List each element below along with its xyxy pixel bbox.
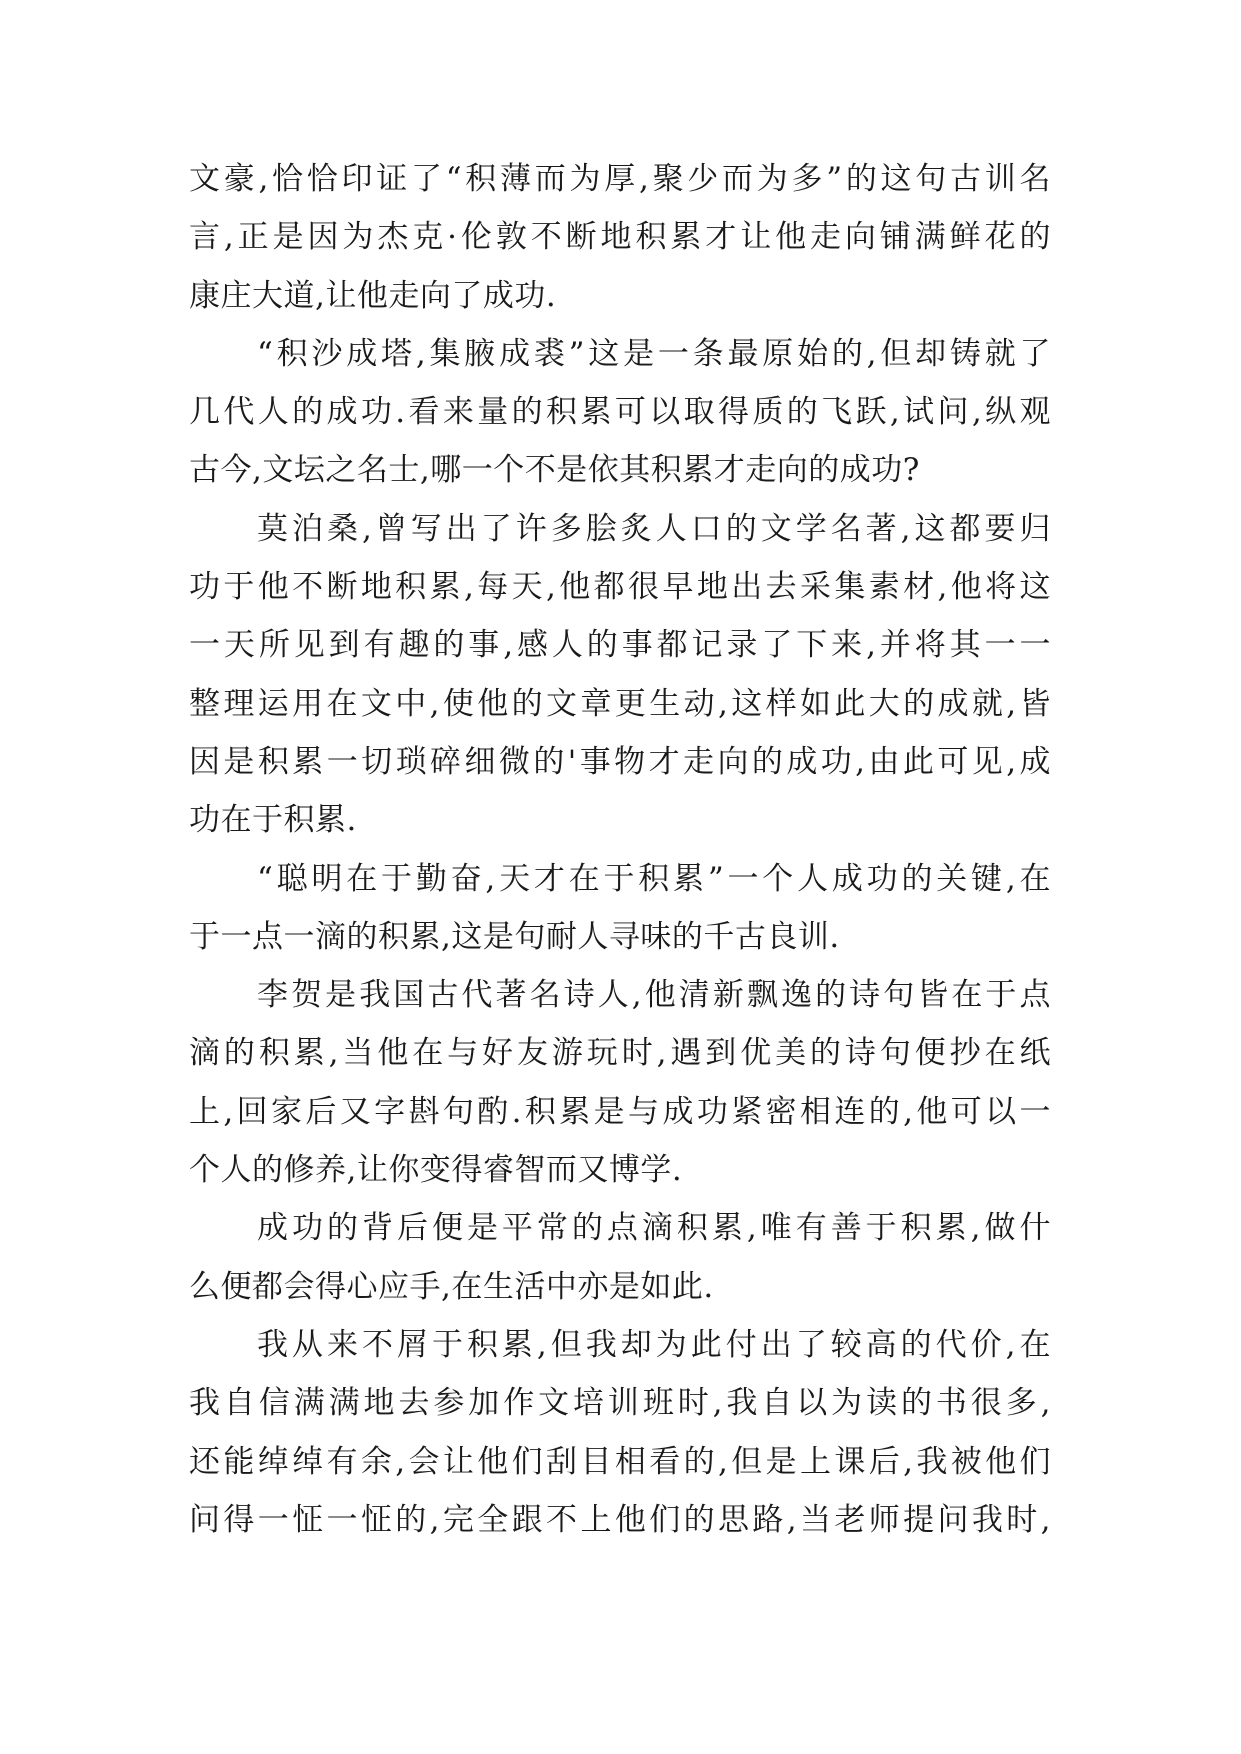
- text-line: 我从来不屑于积累,但我却为此付出了较高的代价,在: [257, 1326, 1051, 1363]
- text-line: 么便都会得心应手,在生活中亦是如此.: [189, 1268, 714, 1305]
- text-line: 古今,文坛之名士,哪一个不是依其积累才走向的成功?: [189, 452, 920, 489]
- text-line: 几代人的成功.看来量的积累可以取得质的飞跃,试问,纵观: [189, 394, 1051, 431]
- text-line: 一天所见到有趣的事,感人的事都记录了下来,并将其一一: [189, 627, 1051, 664]
- text-line: 言,正是因为杰克·伦敦不断地积累才让他走向铺满鲜花的: [189, 219, 1051, 256]
- text-line: 李贺是我国古代著名诗人,他清新飘逸的诗句皆在于点: [257, 977, 1051, 1014]
- text-line: 功在于积累.: [189, 802, 357, 839]
- text-line: 还能绰绰有余,会让他们刮目相看的,但是上课后,我被他们: [189, 1443, 1051, 1480]
- text-line: 我自信满满地去参加作文培训班时,我自以为读的书很多,: [189, 1385, 1051, 1422]
- text-line: 滴的积累,当他在与好友游玩时,遇到优美的诗句便抄在纸: [189, 1035, 1051, 1072]
- text-line: 莫泊桑,曾写出了许多脍炙人口的文学名著,这都要归: [257, 510, 1051, 547]
- text-line: 功于他不断地积累,每天,他都很早地出去采集素材,他将这: [189, 569, 1051, 606]
- text-line: 文豪,恰恰印证了“积薄而为厚,聚少而为多”的这句古训名: [189, 161, 1051, 197]
- text-line: “积沙成塔,集腋成裘”这是一条最原始的,但却铸就了: [257, 335, 1051, 372]
- text-line: 于一点一滴的积累,这是句耐人寻味的千古良训.: [189, 918, 840, 955]
- text-line: 问得一怔一怔的,完全跟不上他们的思路,当老师提问我时,: [189, 1501, 1051, 1538]
- text-line: 成功的背后便是平常的点滴积累,唯有善于积累,做什: [257, 1210, 1051, 1247]
- essay-body: [189, 150, 1051, 1549]
- text-line: 因是积累一切琐碎细微的'事物才走向的成功,由此可见,成: [189, 743, 1051, 780]
- text-line: 个人的修养,让你变得睿智而又博学.: [189, 1152, 683, 1189]
- text-line: “聪明在于勤奋,天才在于积累”一个人成功的关键,在: [257, 860, 1051, 897]
- text-line: 上,回家后又字斟句酌.积累是与成功紧密相连的,他可以一: [189, 1093, 1051, 1130]
- text-line: 康庄大道,让他走向了成功.: [189, 277, 557, 314]
- text-line: 整理运用在文中,使他的文章更生动,这样如此大的成就,皆: [189, 685, 1051, 722]
